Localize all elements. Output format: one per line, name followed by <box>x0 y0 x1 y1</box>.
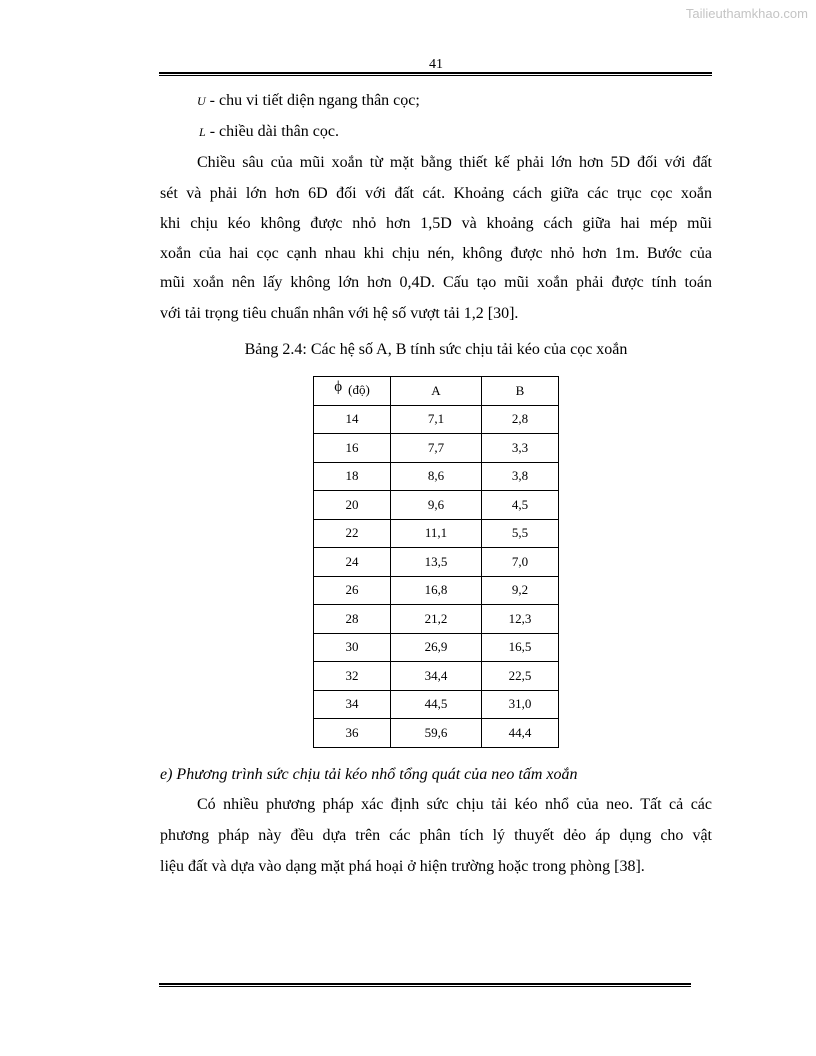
definition-u <box>197 92 420 110</box>
cell-phi: 22 <box>314 519 391 548</box>
definition-l <box>199 123 339 141</box>
cell-a: 16,8 <box>391 576 482 605</box>
cell-b: 3,3 <box>482 434 559 463</box>
cell-phi: 24 <box>314 548 391 577</box>
cell-b: 7,0 <box>482 548 559 577</box>
watermark: Tailieuthamkhao.com <box>685 6 808 21</box>
footer-rule <box>159 983 691 987</box>
page-number: 41 <box>429 57 443 72</box>
header-a: A <box>391 377 482 406</box>
paragraph2-line: liệu đất và dựa vào dạng mặt phá hoại ở hiện trường hoặc trong phòng [38]. <box>160 858 645 875</box>
cell-a: 9,6 <box>391 491 482 520</box>
definition-u-text: - chu vi tiết diện ngang thân cọc; <box>205 92 420 109</box>
paragraph1-line: sét và phải lớn hơn 6D đối với đất cát. Khoảng cách giữa các trục cọc xoắn <box>160 185 712 202</box>
table-row <box>314 462 559 491</box>
paragraph1-line: khi chịu kéo không được nhỏ hơn 1,5D và khoảng cách giữa hai mép mũi <box>160 215 712 232</box>
table-row <box>314 548 559 577</box>
cell-phi: 18 <box>314 462 391 491</box>
cell-a: 7,1 <box>391 405 482 434</box>
cell-b: 12,3 <box>482 605 559 634</box>
cell-a: 21,2 <box>391 605 482 634</box>
cell-a: 13,5 <box>391 548 482 577</box>
table-row <box>314 405 559 434</box>
cell-a: 26,9 <box>391 633 482 662</box>
cell-phi: 28 <box>314 605 391 634</box>
cell-b: 9,2 <box>482 576 559 605</box>
cell-a: 44,5 <box>391 690 482 719</box>
table-row <box>314 690 559 719</box>
table-row <box>314 662 559 691</box>
cell-phi: 36 <box>314 719 391 748</box>
paragraph1-line: Chiều sâu của mũi xoắn từ mặt bằng thiết kế phải lớn hơn 5D đối với đất <box>197 154 712 171</box>
header-b: B <box>482 377 559 406</box>
cell-phi: 30 <box>314 633 391 662</box>
table-row <box>314 719 559 748</box>
cell-b: 5,5 <box>482 519 559 548</box>
cell-b: 16,5 <box>482 633 559 662</box>
cell-b: 2,8 <box>482 405 559 434</box>
cell-b: 31,0 <box>482 690 559 719</box>
paragraph1-line: mũi xoắn nên lấy không lớn hơn 0,4D. Cấu tạo mũi xoắn phải được tính toán <box>160 274 712 291</box>
cell-phi: 20 <box>314 491 391 520</box>
paragraph1-line: với tải trọng tiêu chuẩn nhân với hệ số vượt tải 1,2 [30]. <box>160 305 519 322</box>
cell-a: 34,4 <box>391 662 482 691</box>
cell-phi: 26 <box>314 576 391 605</box>
cell-b: 3,8 <box>482 462 559 491</box>
cell-b: 4,5 <box>482 491 559 520</box>
cell-a: 11,1 <box>391 519 482 548</box>
table-row <box>314 605 559 634</box>
cell-b: 22,5 <box>482 662 559 691</box>
phi-symbol: ϕ <box>334 379 343 396</box>
cell-a: 7,7 <box>391 434 482 463</box>
definition-l-text: - chiều dài thân cọc. <box>205 123 339 140</box>
table-row <box>314 434 559 463</box>
phi-unit: (độ) <box>348 382 370 398</box>
table-row <box>314 491 559 520</box>
paragraph2-line: phương pháp này đều dựa trên các phân tích lý thuyết dẻo áp dụng cho vật <box>160 827 712 844</box>
cell-phi: 34 <box>314 690 391 719</box>
header-phi <box>314 377 391 406</box>
table-row <box>314 633 559 662</box>
cell-b: 44,4 <box>482 719 559 748</box>
cell-a: 59,6 <box>391 719 482 748</box>
table-caption: Bảng 2.4: Các hệ số A, B tính sức chịu tải kéo của cọc xoắn <box>244 341 628 358</box>
table-row <box>314 519 559 548</box>
cell-phi: 16 <box>314 434 391 463</box>
section-heading: e) Phương trình sức chịu tải kéo nhổ tổng quát của neo tấm xoắn <box>160 766 578 783</box>
cell-phi: 14 <box>314 405 391 434</box>
table-header-row <box>314 377 559 406</box>
table-row <box>314 576 559 605</box>
cell-a: 8,6 <box>391 462 482 491</box>
header-rule <box>159 72 712 76</box>
symbol-l: L <box>199 125 206 139</box>
cell-phi: 32 <box>314 662 391 691</box>
symbol-u: U <box>197 94 206 108</box>
paragraph1-line: xoắn của hai cọc cạnh nhau khi chịu nén, không được nhỏ hơn 1m. Bước của <box>160 245 712 262</box>
coefficient-table <box>313 376 559 748</box>
paragraph2-line: Có nhiều phương pháp xác định sức chịu tải kéo nhổ của neo. Tất cả các <box>197 796 712 813</box>
